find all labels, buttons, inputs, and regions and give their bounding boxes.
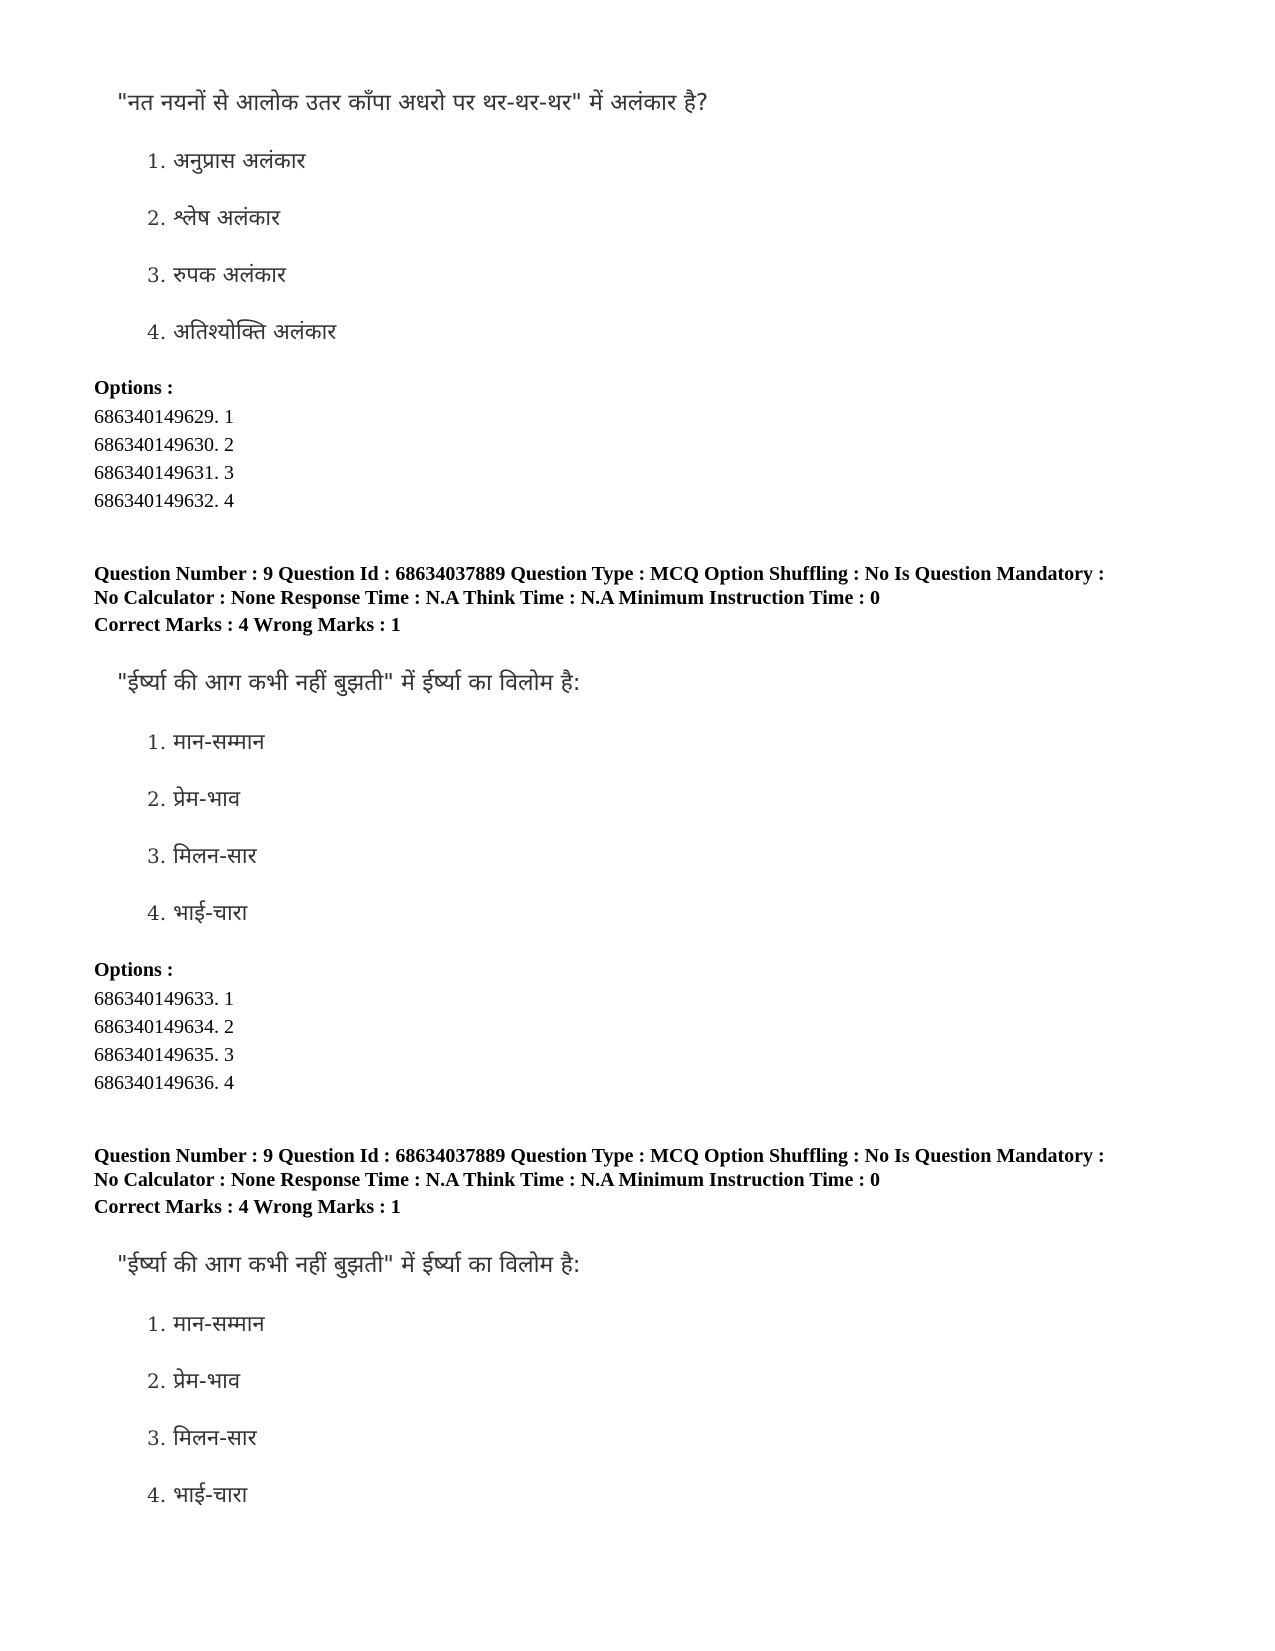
choice-text: प्रेम-भाव xyxy=(173,787,241,812)
choice-3 xyxy=(147,260,286,291)
choice-1 xyxy=(147,727,265,758)
choice-number: 1. xyxy=(147,730,167,754)
options-heading: Options : xyxy=(94,377,174,399)
choice-text: मान-सम्मान xyxy=(173,1312,265,1337)
choice-2 xyxy=(147,203,280,234)
choice-2 xyxy=(147,784,240,815)
choice-number: 4. xyxy=(147,1483,167,1507)
choice-number: 1. xyxy=(147,1312,167,1336)
choice-number: 3. xyxy=(147,1426,167,1450)
option-id: 686340149632. 4 xyxy=(94,490,234,512)
question-meta-line-1: Question Number : 9 Question Id : 68634037889 Question Type : MCQ Option Shuffling : No Is Question Mandatory : xyxy=(94,1145,1105,1167)
choice-4 xyxy=(147,317,336,348)
marks-line: Correct Marks : 4 Wrong Marks : 1 xyxy=(94,614,401,636)
option-id: 686340149635. 3 xyxy=(94,1044,234,1066)
option-id: 686340149633. 1 xyxy=(94,988,234,1010)
choice-3 xyxy=(147,1423,257,1454)
choice-text: प्रेम-भाव xyxy=(173,1369,241,1394)
choice-text: भाई-चारा xyxy=(173,1483,248,1508)
question-meta-line-2: No Calculator : None Response Time : N.A Think Time : N.A Minimum Instruction Time : 0 xyxy=(94,587,880,609)
choice-4 xyxy=(147,1480,247,1511)
choice-number: 4. xyxy=(147,320,167,344)
choice-1 xyxy=(147,1309,265,1340)
choice-3 xyxy=(147,841,257,872)
choice-text: मिलन-सार xyxy=(173,1426,257,1451)
choice-text: मान-सम्मान xyxy=(173,730,265,755)
question-text: "ईर्ष्या की आग कभी नहीं बुझती" में ईर्ष्या का विलोम है: xyxy=(117,670,581,696)
choice-2 xyxy=(147,1366,240,1397)
choice-text: रुपक अलंकार xyxy=(173,263,286,288)
choice-text: मिलन-सार xyxy=(173,844,257,869)
choice-number: 1. xyxy=(147,149,167,173)
choice-number: 2. xyxy=(147,787,167,811)
choice-number: 4. xyxy=(147,901,167,925)
choice-number: 3. xyxy=(147,844,167,868)
option-id: 686340149629. 1 xyxy=(94,406,234,428)
choice-number: 2. xyxy=(147,1369,167,1393)
choice-number: 3. xyxy=(147,263,167,287)
option-id: 686340149631. 3 xyxy=(94,462,234,484)
choice-text: अतिश्योक्ति अलंकार xyxy=(173,320,337,345)
option-id: 686340149636. 4 xyxy=(94,1072,234,1094)
choice-number: 2. xyxy=(147,206,167,230)
marks-line: Correct Marks : 4 Wrong Marks : 1 xyxy=(94,1196,401,1218)
choice-text: भाई-चारा xyxy=(173,901,248,926)
options-heading: Options : xyxy=(94,959,174,981)
question-meta-line-1: Question Number : 9 Question Id : 68634037889 Question Type : MCQ Option Shuffling : No Is Question Mandatory : xyxy=(94,563,1105,585)
choice-text: अनुप्रास अलंकार xyxy=(173,149,306,174)
choice-1 xyxy=(147,146,306,177)
choice-text: श्लेष अलंकार xyxy=(173,206,281,231)
question-text: "ईर्ष्या की आग कभी नहीं बुझती" में ईर्ष्या का विलोम है: xyxy=(117,1252,581,1278)
question-meta-line-2: No Calculator : None Response Time : N.A Think Time : N.A Minimum Instruction Time : 0 xyxy=(94,1169,880,1191)
choice-4 xyxy=(147,898,247,929)
option-id: 686340149630. 2 xyxy=(94,434,234,456)
question-text: "नत नयनों से आलोक उतर काँपा अधरो पर थर-थर-थर" में अलंकार है? xyxy=(117,90,709,116)
option-id: 686340149634. 2 xyxy=(94,1016,234,1038)
